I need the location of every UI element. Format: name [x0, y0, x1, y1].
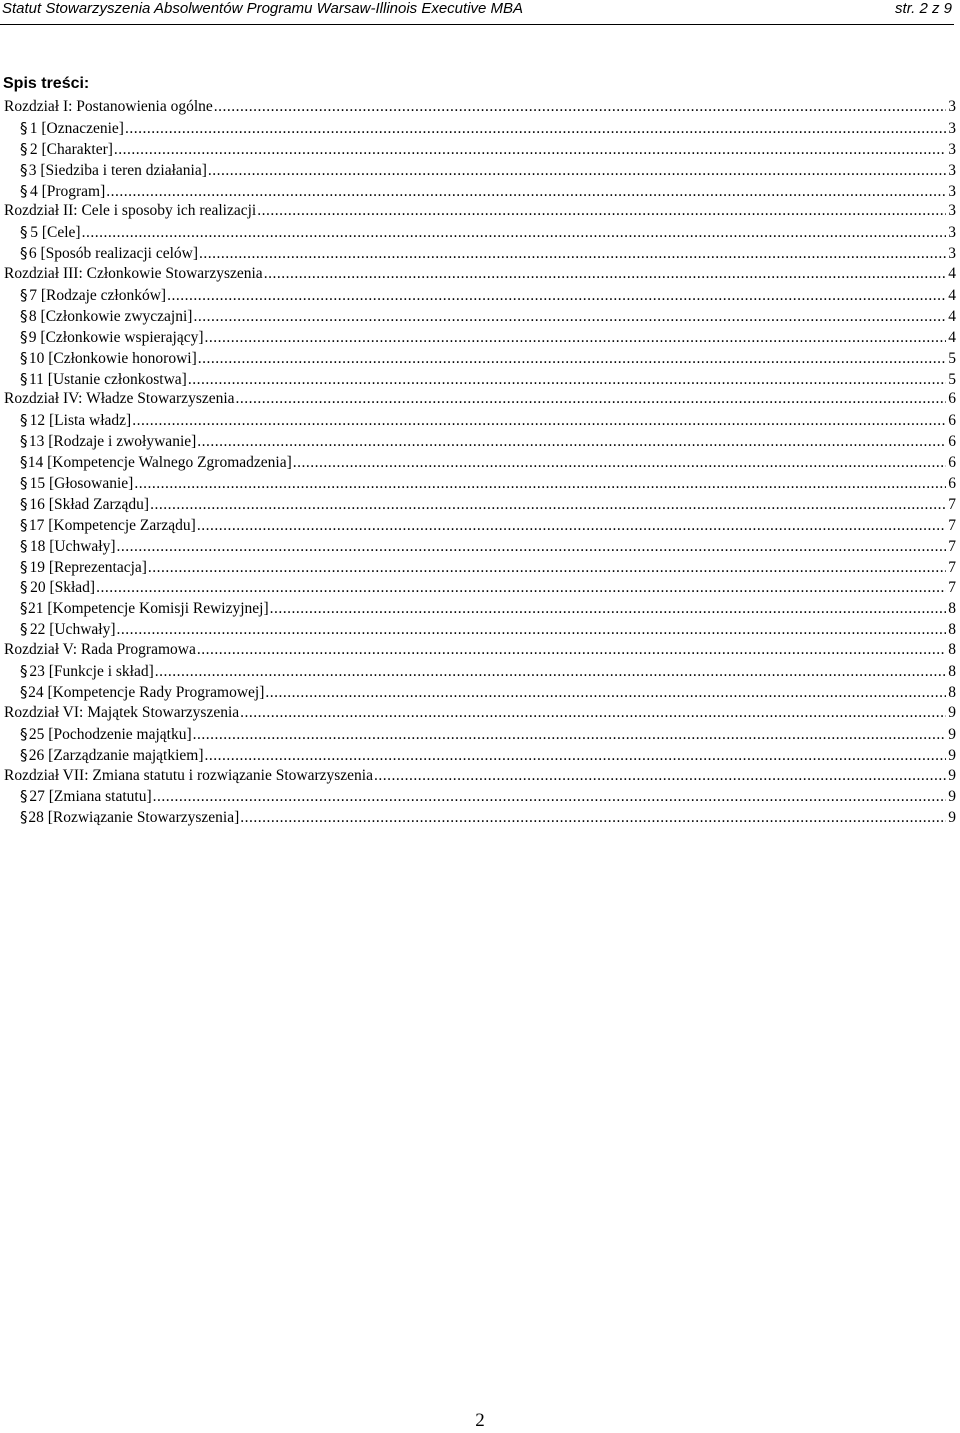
- toc-entry-page: 7: [948, 558, 956, 576]
- section-sign-icon: §: [20, 348, 28, 367]
- toc-section-link[interactable]: [0, 536, 956, 557]
- toc-entry-page: 3: [948, 202, 956, 220]
- dot-leader: [153, 787, 946, 807]
- section-sign-icon: §: [20, 787, 28, 806]
- section-sign-icon: §: [20, 682, 28, 701]
- dot-leader: [197, 432, 946, 452]
- toc-entry-page: 3: [948, 161, 956, 179]
- toc-section-link[interactable]: [0, 598, 956, 619]
- dot-leader: [116, 537, 946, 557]
- toc-section-link[interactable]: [0, 619, 956, 640]
- toc-section-link[interactable]: [0, 557, 956, 578]
- section-sign-icon: §: [20, 662, 28, 681]
- toc-entry-label: 21 [Kompetencje Komisji Rewizyjnej]: [28, 600, 269, 618]
- toc-entry-label: 28 [Rozwiązanie Stowarzyszenia]: [28, 809, 240, 827]
- section-sign-icon: §: [20, 181, 28, 200]
- toc-entry-label: 1 [Oznaczenie]: [29, 119, 124, 137]
- toc-entry-page: 4: [948, 287, 956, 305]
- footer-page-number: 2: [475, 1410, 485, 1431]
- dot-leader: [167, 286, 946, 306]
- section-sign-icon: §: [20, 327, 28, 346]
- section-sign-icon: §: [20, 118, 28, 137]
- dot-leader: [240, 808, 946, 828]
- toc-entry-label: 18 [Uchwały]: [29, 537, 116, 555]
- section-sign-icon: §: [20, 557, 28, 576]
- toc-entry-label: 14 [Kompetencje Walnego Zgromadzenia]: [27, 454, 292, 472]
- toc-entry-page: 7: [948, 579, 956, 597]
- toc-entry-page: 3: [948, 119, 956, 137]
- dot-leader: [106, 182, 946, 202]
- toc-entry-label: 16 [Skład Zarządu]: [29, 495, 150, 513]
- toc-section-link[interactable]: [0, 577, 956, 598]
- dot-leader: [188, 370, 946, 390]
- section-sign-icon: §: [20, 223, 28, 242]
- toc-entry-label: 4 [Program]: [29, 182, 106, 200]
- toc-entry-page: 7: [948, 516, 956, 534]
- section-sign-icon: §: [20, 745, 28, 764]
- dot-leader: [293, 453, 946, 473]
- toc-section-link[interactable]: [0, 306, 956, 327]
- dot-leader: [197, 516, 946, 536]
- toc-entry-label: Rozdział V: Rada Programowa: [4, 641, 196, 659]
- dot-leader: [257, 201, 946, 222]
- toc-section-link[interactable]: [0, 369, 956, 390]
- dot-leader: [155, 662, 946, 682]
- dot-leader: [214, 97, 946, 118]
- section-sign-icon: §: [20, 306, 28, 325]
- toc-entry-label: 20 [Skład]: [30, 579, 96, 597]
- section-sign-icon: §: [20, 724, 28, 743]
- toc-entry-label: Rozdział III: Członkowie Stowarzyszenia: [4, 265, 263, 283]
- toc-entry-page: 9: [948, 703, 956, 721]
- toc-entry-label: Rozdział IV: Władze Stowarzyszenia: [4, 390, 235, 408]
- toc-entry-page: 5: [948, 370, 956, 388]
- section-sign-icon: §: [20, 494, 28, 513]
- toc-entry-label: 24 [Kompetencje Rady Programowej]: [28, 683, 265, 701]
- toc-section-link[interactable]: [0, 786, 956, 807]
- toc-section-link[interactable]: [0, 139, 956, 160]
- dot-leader: [132, 411, 946, 431]
- toc-entry-page: 4: [948, 265, 956, 283]
- toc-section-link[interactable]: [0, 285, 956, 306]
- section-sign-icon: §: [20, 453, 28, 472]
- dot-leader: [205, 328, 946, 348]
- section-sign-icon: §: [20, 474, 28, 493]
- toc-chapter-link[interactable]: [0, 640, 956, 661]
- table-of-contents: [0, 97, 956, 828]
- toc-entry-page: 6: [948, 454, 956, 472]
- dot-leader: [114, 140, 946, 160]
- toc-entry-page: 9: [948, 809, 956, 827]
- toc-chapter-link[interactable]: [0, 389, 956, 410]
- section-sign-icon: §: [20, 536, 28, 555]
- toc-entry-label: 25 [Pochodzenie majątku]: [28, 725, 192, 743]
- dot-leader: [193, 725, 946, 745]
- toc-entry-label: 9 [Członkowie wspierający]: [28, 328, 204, 346]
- section-sign-icon: §: [20, 515, 28, 534]
- toc-section-link[interactable]: [0, 243, 956, 264]
- toc-entry-label: Rozdział II: Cele i sposoby ich realizacji: [4, 202, 257, 220]
- toc-entry-page: 6: [948, 412, 956, 430]
- toc-entry-label: Rozdział VI: Majątek Stowarzyszenia: [4, 703, 240, 721]
- toc-heading: Spis treści:: [3, 75, 90, 92]
- section-sign-icon: §: [20, 244, 28, 263]
- dot-leader: [150, 495, 946, 515]
- toc-section-link[interactable]: [0, 515, 956, 536]
- toc-entry-page: 3: [948, 182, 956, 200]
- dot-leader: [148, 558, 946, 578]
- dot-leader: [240, 703, 946, 724]
- toc-section-link[interactable]: [0, 661, 956, 682]
- toc-entry-label: 17 [Kompetencje Zarządu]: [28, 516, 196, 534]
- toc-entry-label: 7 [Rodzaje członków]: [29, 287, 167, 305]
- section-sign-icon: §: [20, 369, 28, 388]
- section-sign-icon: §: [20, 599, 28, 618]
- dot-leader: [198, 349, 946, 369]
- toc-entry-label: 23 [Funkcje i skład]: [29, 663, 154, 681]
- toc-entry-page: 7: [948, 537, 956, 555]
- toc-entry-page: 8: [948, 641, 956, 659]
- section-sign-icon: §: [20, 432, 28, 451]
- section-sign-icon: §: [20, 808, 28, 827]
- toc-chapter-link[interactable]: [0, 703, 956, 724]
- toc-section-link[interactable]: [0, 807, 956, 828]
- section-sign-icon: §: [20, 620, 28, 639]
- toc-entry-page: 8: [948, 663, 956, 681]
- toc-entry-page: 6: [948, 475, 956, 493]
- toc-section-link[interactable]: [0, 473, 956, 494]
- toc-entry-page: 3: [948, 245, 956, 263]
- dot-leader: [197, 640, 946, 661]
- toc-entry-page: 9: [948, 766, 956, 784]
- toc-entry-label: 6 [Sposób realizacji celów]: [28, 245, 198, 263]
- section-sign-icon: §: [20, 160, 28, 179]
- toc-section-link[interactable]: [0, 494, 956, 515]
- toc-entry-page: 6: [948, 433, 956, 451]
- dot-leader: [236, 389, 946, 410]
- toc-section-link[interactable]: [0, 452, 956, 473]
- toc-entry-label: 11 [Ustanie członkostwa]: [28, 370, 187, 388]
- toc-entry-label: 3 [Siedziba i teren działania]: [28, 161, 207, 179]
- toc-entry-page: 8: [948, 683, 956, 701]
- toc-entry-page: 9: [948, 725, 956, 743]
- dot-leader: [193, 307, 946, 327]
- toc-entry-page: 3: [948, 98, 956, 115]
- toc-section-link[interactable]: [0, 682, 956, 703]
- toc-section-link[interactable]: [0, 410, 956, 431]
- dot-leader: [265, 683, 946, 703]
- toc-entry-page: 8: [948, 621, 956, 639]
- dot-leader: [125, 119, 946, 139]
- toc-chapter-link[interactable]: [0, 264, 956, 285]
- toc-entry-label: 27 [Zmiana statutu]: [29, 788, 152, 806]
- section-sign-icon: §: [20, 578, 28, 597]
- toc-entry-label: 8 [Członkowie zwyczajni]: [28, 307, 193, 325]
- toc-entry-page: 8: [948, 600, 956, 618]
- toc-entry-page: 6: [948, 390, 956, 408]
- toc-section-link[interactable]: [0, 724, 956, 745]
- section-sign-icon: §: [20, 139, 28, 158]
- dot-leader: [116, 620, 946, 640]
- toc-section-link[interactable]: [0, 348, 956, 369]
- toc-chapter-link[interactable]: [0, 97, 956, 118]
- toc-section-link[interactable]: [0, 222, 956, 243]
- toc-entry-label: 15 [Głosowanie]: [29, 475, 134, 493]
- toc-chapter-link[interactable]: [0, 201, 956, 222]
- document-title: Statut Stowarzyszenia Absolwentów Programu Warsaw-Illinois Executive MBA: [2, 0, 524, 17]
- toc-section-link[interactable]: [0, 431, 956, 452]
- toc-entry-page: 3: [948, 224, 956, 242]
- toc-entry-label: Rozdział I: Postanowienia ogólne: [4, 98, 213, 115]
- toc-entry-label: 10 [Członkowie honorowi]: [28, 349, 197, 367]
- toc-entry-page: 4: [948, 328, 956, 346]
- dot-leader: [208, 161, 946, 181]
- toc-section-link[interactable]: [0, 118, 956, 139]
- page-header: [0, 0, 954, 25]
- toc-entry-label: 19 [Reprezentacja]: [29, 558, 147, 576]
- dot-leader: [374, 766, 946, 787]
- toc-entry-page: 7: [948, 495, 956, 513]
- toc-entry-page: 3: [948, 140, 956, 158]
- toc-section-link[interactable]: [0, 181, 956, 202]
- dot-leader: [205, 746, 947, 766]
- toc-entry-label: Rozdział VII: Zmiana statutu i rozwiązanie Stowarzyszenia: [4, 766, 373, 784]
- toc-entry-label: 12 [Lista władz]: [29, 412, 132, 430]
- toc-entry-label: 22 [Uchwały]: [29, 621, 116, 639]
- dot-leader: [96, 578, 946, 598]
- toc-section-link[interactable]: [0, 745, 956, 766]
- dot-leader: [82, 223, 946, 243]
- toc-section-link[interactable]: [0, 160, 956, 181]
- dot-leader: [134, 474, 946, 494]
- toc-entry-page: 5: [948, 349, 956, 367]
- section-sign-icon: §: [20, 286, 28, 305]
- toc-section-link[interactable]: [0, 327, 956, 348]
- dot-leader: [199, 244, 946, 264]
- dot-leader: [270, 599, 946, 619]
- toc-chapter-link[interactable]: [0, 766, 956, 787]
- page-indicator: str. 2 z 9: [895, 0, 952, 17]
- dot-leader: [264, 264, 946, 285]
- toc-entry-label: 5 [Cele]: [30, 224, 81, 242]
- section-sign-icon: §: [20, 411, 28, 430]
- toc-entry-label: 26 [Zarządzanie majątkiem]: [28, 746, 204, 764]
- toc-entry-page: 9: [948, 788, 956, 806]
- toc-entry-page: 4: [948, 307, 956, 325]
- toc-entry-page: 9: [948, 746, 956, 764]
- toc-entry-label: 2 [Charakter]: [29, 140, 113, 158]
- toc-entry-label: 13 [Rodzaje i zwoływanie]: [28, 433, 197, 451]
